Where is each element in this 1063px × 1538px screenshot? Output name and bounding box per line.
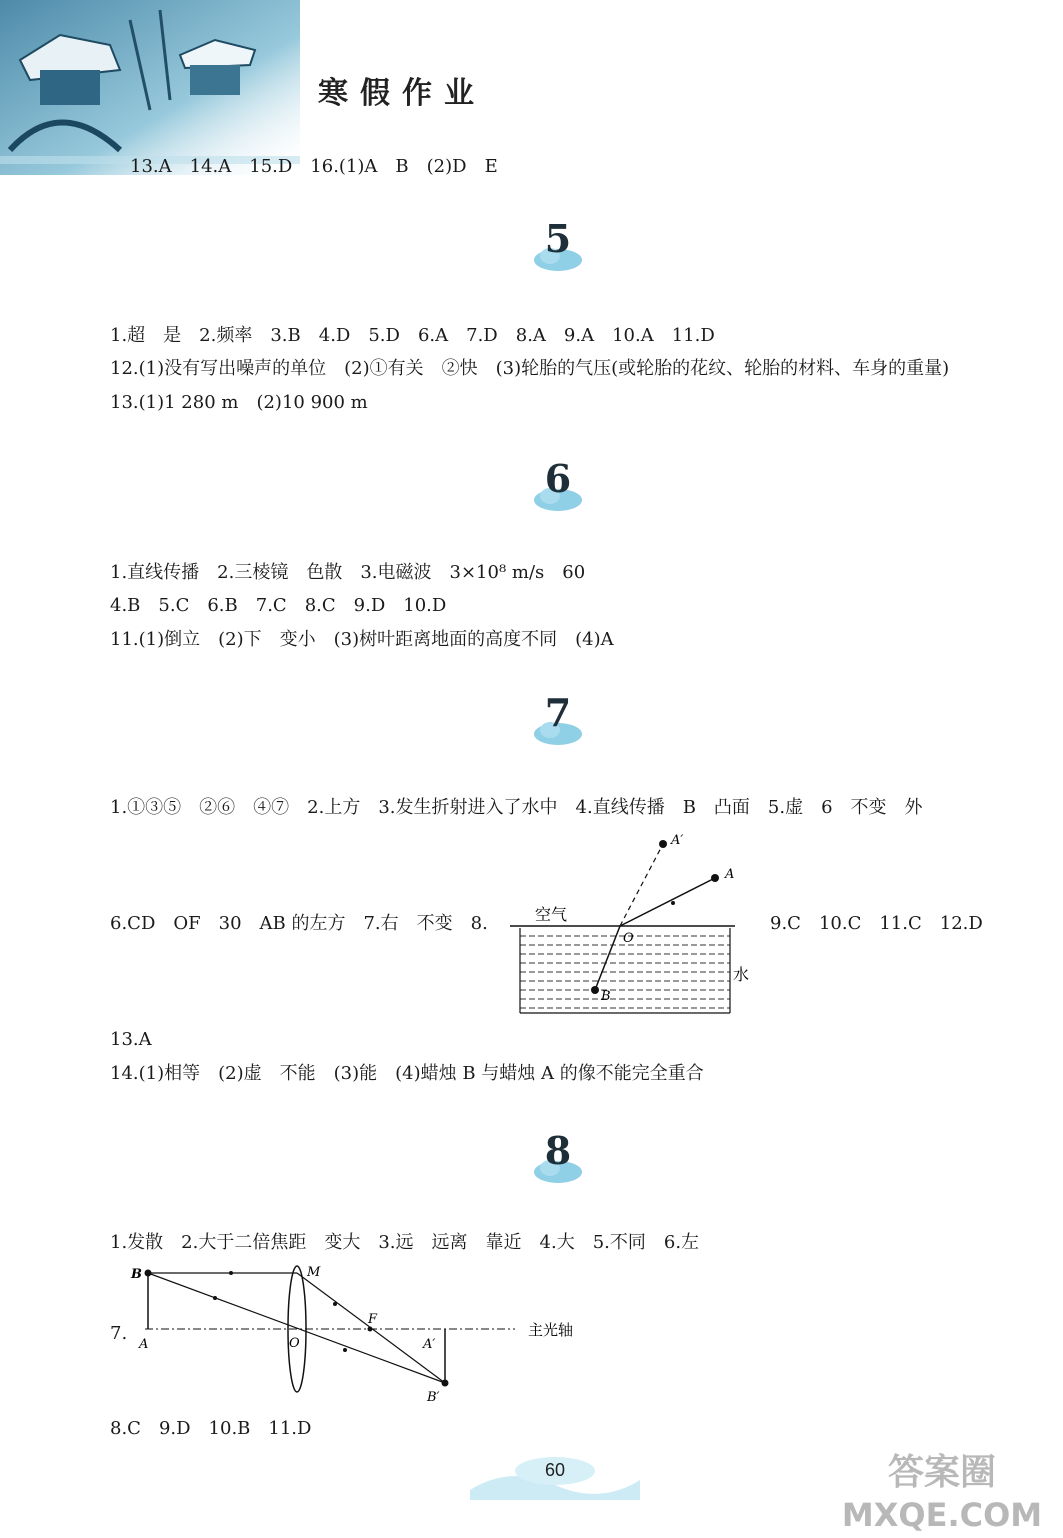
- answer-line: 13.A 14.A 15.D 16.(1)A B (2)D E: [130, 156, 498, 177]
- refracted-ray: [595, 926, 620, 990]
- point-b-dot: [591, 986, 599, 994]
- answer-line: 8.C 9.D 10.B 11.D: [110, 1418, 312, 1439]
- label-b: B: [601, 989, 611, 1004]
- answer-line: 4.B 5.C 6.B 7.C 8.C 9.D 10.D: [110, 595, 447, 616]
- water-hatching: [520, 936, 730, 1008]
- answer-line: 1.发散 2.大于二倍焦距 变大 3.远 远离 靠近 4.大 5.不同 6.左: [110, 1232, 700, 1253]
- label-m: M: [307, 1265, 321, 1280]
- lens-diagram: [125, 1258, 615, 1408]
- section-6-badge: [528, 456, 588, 522]
- answer-line: 13.(1)1 280 m (2)10 900 m: [110, 392, 368, 413]
- label-a: A: [725, 867, 735, 882]
- label-a-prime: A′: [423, 1337, 436, 1352]
- axis-label: 主光轴: [528, 1321, 574, 1339]
- answer-line: 11.(1)倒立 (2)下 变小 (3)树叶距离地面的高度不同 (4)A: [110, 629, 614, 650]
- section-number: 8: [544, 1128, 572, 1173]
- answer-line: 12.(1)没有写出噪声的单位 (2)①有关 ②快 (3)轮胎的气压(或轮胎的花纹、轮胎的材料、车身的重量): [110, 358, 950, 379]
- label-a-prime: A′: [671, 833, 684, 848]
- label-o: O: [289, 1336, 300, 1351]
- answer-line: 7.: [110, 1323, 128, 1344]
- answer-line: 1.①③⑤ ②⑥ ④⑦ 2.上方 3.发生折射进入了水中 4.直线传播 B 凸面 5.虚 6 不变 外: [110, 797, 923, 818]
- label-f: F: [368, 1312, 378, 1327]
- air-label: 空气: [535, 905, 568, 924]
- water-label: 水: [733, 965, 750, 984]
- section-number: 7: [544, 690, 572, 735]
- section-5-badge: [528, 216, 588, 282]
- section-8-badge: [528, 1128, 588, 1194]
- answer-line: 13.A: [110, 1029, 152, 1050]
- page-number: 60: [544, 1460, 566, 1480]
- page-title: 寒假作业: [318, 76, 486, 111]
- answer-line: 9.C 10.C 11.C 12.D: [770, 913, 983, 934]
- point-a-dot: [711, 874, 719, 882]
- watermark-url-text: MXQE.COM: [841, 1496, 1043, 1534]
- answer-line: 1.超 是 2.频率 3.B 4.D 5.D 6.A 7.D 8.A 9.A 10.A 11.D: [110, 325, 715, 346]
- label-a: A: [139, 1337, 149, 1352]
- incident-ray: [620, 878, 715, 926]
- point-a-prime-dot: [659, 840, 667, 848]
- answer-line: 1.直线传播 2.三棱镜 色散 3.电磁波 3×10⁸ m/s 60: [110, 562, 586, 583]
- label-b-prime: B′: [427, 1390, 440, 1405]
- refraction-diagram: [505, 828, 755, 1018]
- watermark: [827, 1444, 1057, 1534]
- watermark-logo-text: 答案圈: [887, 1452, 997, 1493]
- answer-line: 6.CD OF 30 AB 的左方 7.右 不变 8.: [110, 913, 488, 934]
- section-number: 5: [544, 216, 572, 261]
- header-banner-illustration: [0, 0, 300, 175]
- answer-line: 14.(1)相等 (2)虚 不能 (3)能 (4)蜡烛 B 与蜡烛 A 的像不能完全重合: [110, 1063, 704, 1084]
- section-7-badge: [528, 690, 588, 756]
- label-o: O: [623, 931, 634, 946]
- section-number: 6: [544, 456, 572, 501]
- label-b: B: [131, 1267, 142, 1282]
- virtual-ray: [620, 844, 663, 926]
- page-number-badge: [470, 1445, 640, 1505]
